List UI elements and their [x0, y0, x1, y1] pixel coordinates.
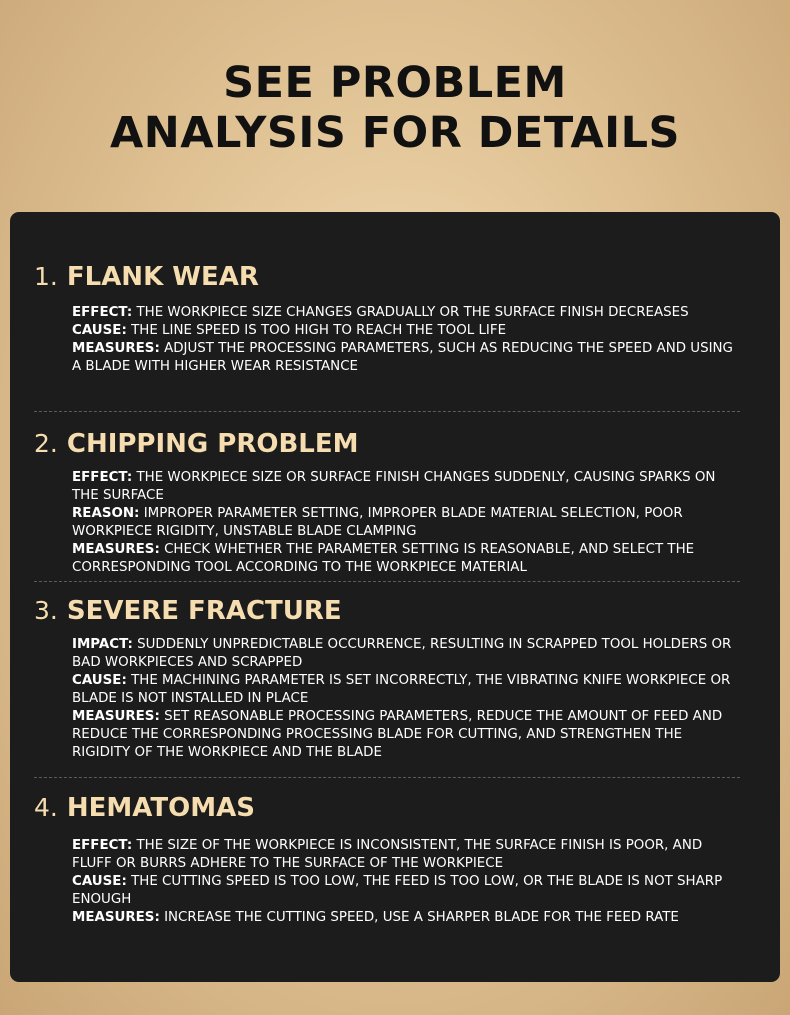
cause-text: THE CUTTING SPEED IS TOO LOW, THE FEED IS TOO LOW, OR THE BLADE IS NOT SHARP ENOUGH [72, 874, 723, 907]
section-title [34, 793, 255, 823]
measures-line [72, 541, 744, 577]
section-number: 3. [34, 596, 58, 625]
section-number: 1. [34, 262, 58, 291]
analysis-panel [10, 212, 780, 982]
section-name: HEMATOMAS [66, 793, 255, 823]
cause-text: THE LINE SPEED IS TOO HIGH TO REACH THE TOOL LIFE [131, 323, 507, 338]
reason-line [72, 505, 744, 541]
section-title [34, 596, 342, 626]
impact-text: SUDDENLY UNPREDICTABLE OCCURRENCE, RESULTING IN SCRAPPED TOOL HOLDERS OR BAD WORKPIECES AND SCRAPPED [72, 637, 732, 670]
section-body [72, 636, 744, 762]
measures-label: MEASURES: [72, 542, 160, 557]
section-title [34, 262, 259, 292]
headline-line-2: ANALYSIS FOR DETAILS [109, 108, 680, 158]
section-number: 4. [34, 793, 58, 822]
effect-label: EFFECT: [72, 838, 133, 853]
cause-line [72, 672, 744, 708]
measures-line [72, 340, 744, 376]
impact-line [72, 636, 744, 672]
measures-label: MEASURES: [72, 910, 160, 925]
effect-line [72, 837, 744, 873]
measures-label: MEASURES: [72, 341, 160, 356]
section-name: FLANK WEAR [66, 262, 259, 292]
reason-text: IMPROPER PARAMETER SETTING, IMPROPER BLADE MATERIAL SELECTION, POOR WORKPIECE RIGIDITY, UNSTABLE BLADE CLAMPING [72, 506, 683, 539]
effect-line [72, 469, 744, 505]
measures-line [72, 708, 744, 762]
cause-label: CAUSE: [72, 874, 127, 889]
measures-text: SET REASONABLE PROCESSING PARAMETERS, REDUCE THE AMOUNT OF FEED AND REDUCE THE CORRESPONDING PROCESSING BLADE FOR CUTTING, AND STRENGTHEN THE RIGIDITY OF THE WORKPIECE AND THE BLADE [72, 709, 723, 760]
section-name: CHIPPING PROBLEM [66, 429, 359, 459]
measures-text: ADJUST THE PROCESSING PARAMETERS, SUCH AS REDUCING THE SPEED AND USING A BLADE WITH HIGHER WEAR RESISTANCE [72, 341, 733, 374]
measures-line [72, 909, 744, 927]
headline-line-1: SEE PROBLEM [223, 58, 567, 108]
effect-text: THE WORKPIECE SIZE CHANGES GRADUALLY OR THE SURFACE FINISH DECREASES [136, 305, 689, 320]
effect-label: EFFECT: [72, 470, 133, 485]
section-body [72, 837, 744, 927]
section-number: 2. [34, 429, 58, 458]
section-name: SEVERE FRACTURE [66, 596, 342, 626]
cause-label: CAUSE: [72, 323, 127, 338]
effect-line [72, 304, 744, 322]
measures-text: INCREASE THE CUTTING SPEED, USE A SHARPER BLADE FOR THE FEED RATE [164, 910, 679, 925]
cause-line [72, 873, 744, 909]
section-divider [34, 777, 740, 778]
section-title [34, 429, 359, 459]
effect-text: THE WORKPIECE SIZE OR SURFACE FINISH CHANGES SUDDENLY, CAUSING SPARKS ON THE SURFACE [72, 470, 716, 503]
cause-line [72, 322, 744, 340]
cause-text: THE MACHINING PARAMETER IS SET INCORRECTLY, THE VIBRATING KNIFE WORKPIECE OR BLADE IS NOT INSTALLED IN PLACE [72, 673, 731, 706]
page-headline [0, 58, 790, 158]
effect-text: THE SIZE OF THE WORKPIECE IS INCONSISTENT, THE SURFACE FINISH IS POOR, AND FLUFF OR BURRS ADHERE TO THE SURFACE OF THE WORKPIECE [72, 838, 703, 871]
measures-label: MEASURES: [72, 709, 160, 724]
section-body [72, 304, 744, 376]
reason-label: REASON: [72, 506, 140, 521]
measures-text: CHECK WHETHER THE PARAMETER SETTING IS REASONABLE, AND SELECT THE CORRESPONDING TOOL ACCORDING TO THE WORKPIECE MATERIAL [72, 542, 695, 575]
effect-label: EFFECT: [72, 305, 133, 320]
section-divider [34, 411, 740, 412]
section-body [72, 469, 744, 577]
section-divider [34, 581, 740, 582]
cause-label: CAUSE: [72, 673, 127, 688]
impact-label: IMPACT: [72, 637, 133, 652]
